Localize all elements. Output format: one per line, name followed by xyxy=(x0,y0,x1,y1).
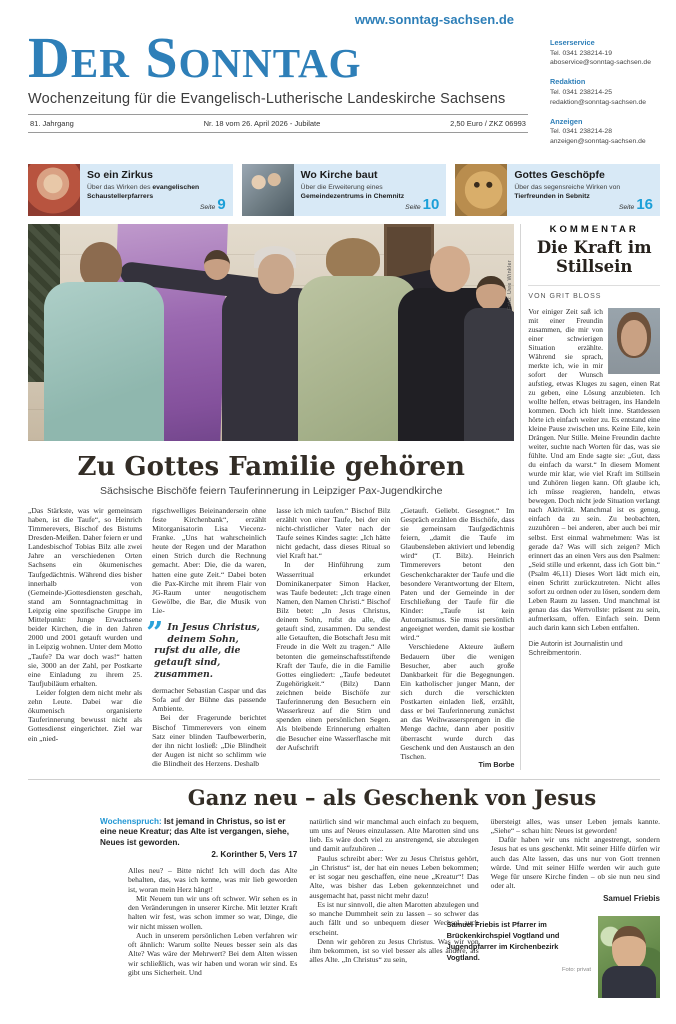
quote-mark-icon: ” xyxy=(146,616,164,652)
paragraph: Auch in unserem persönlichen Leben verfahren wir oft ähnlich: Warum sollte Neues besser sein als das Alte? Was wäre der Mehrwert? Bei dem Alten wissen wir schließlich, was wir haben und woran wir sind. Es gibt uns Sicherheit. Und xyxy=(128,930,298,977)
paragraph: Alles neu? – Bitte nicht! Ich will doch das Alte behalten, das, was ich kenne, was mir lieb geworden ist, woran mein Herz hängt! xyxy=(128,866,298,894)
teaser-page-ref: Seite 16 xyxy=(618,195,654,213)
devotional-author: Samuel Friebis xyxy=(603,893,660,903)
teaser-photo-dog xyxy=(455,164,507,216)
teaser-description: Über das segensreiche Wirken von Tierfreunden in Sebnitz xyxy=(514,183,621,200)
contact-label: Anzeigen xyxy=(550,116,583,126)
edition-volume: 81. Jahrgang xyxy=(30,119,74,128)
lead-photo xyxy=(28,224,514,441)
wochenspruch xyxy=(100,817,297,861)
teaser-text xyxy=(507,164,660,216)
paragraph: Denn wir gehören zu Jesus Christus. Was wir von ihm bekommen, ist so viel besser als alles andere, als alles Alte. „In Christus“ zu sein, xyxy=(309,936,479,965)
teaser-kirche-baut[interactable] xyxy=(242,164,447,216)
person-background-head xyxy=(204,250,230,280)
contact-info xyxy=(550,12,651,156)
kommentar-byline: VON GRIT BLOSS xyxy=(528,285,660,300)
teaser-title: Wo Kirche baut xyxy=(300,168,378,181)
contact-phone: Tel. 0341 238214-19 xyxy=(550,49,612,57)
main-content xyxy=(28,224,660,770)
contact-phone: Tel. 0341 238214-28 xyxy=(550,128,612,136)
wochenspruch-text: Ist jemand in Christus, so ist er eine neue Kreatur; das Alte ist vergangen, siehe, Neues ist geworden. xyxy=(100,816,289,847)
author-bio-caption: Samuel Friebis ist Pfarrer im Brückenkirchspiel Vogtland und Jugendpfarrer im Kirchenbezirk Vogtland. Foto: privat xyxy=(446,920,591,974)
teaser-page-ref: Seite 9 xyxy=(199,195,226,213)
page-number: 16 xyxy=(636,195,654,213)
paragraph: Dafür haben wir uns nicht angestrengt, sondern Jesus hat es uns geschenkt. Mit seiner Hilfe dürfen wir auch das Alte lassen, das uns nur von Gott trennen würde. Und mit seiner Hilfe werden wir auch gute Wege für unsere Kirche finden – ob sie nun neu sind oder alt. xyxy=(490,835,660,891)
bishop-timmerevers-head xyxy=(258,254,294,294)
woman-right-head xyxy=(476,276,506,310)
teaser-zirkus[interactable] xyxy=(28,164,233,216)
teaser-page-ref: Seite 10 xyxy=(405,195,440,213)
paragraph: Verschiedene Akteure äußern Bedauern über die wenigen Besucher, aber auch große Dankbarkeit für die Begegnungen. Ein katholischer junger Mann, der sich durch die verschickten Postkarten einladen ließ, erzählt, dass er bei Tauferinnerung zunächst an das Weihwassersprengen in die Menge dachte, dann aber positiv überrascht wurde durch das Geschenk und den Austausch an den Tischen. xyxy=(400,642,515,761)
author-portrait xyxy=(608,308,660,374)
teaser-geschoepfe[interactable] xyxy=(455,164,660,216)
contact-leserservice xyxy=(550,38,651,68)
contact-anzeigen xyxy=(550,117,651,147)
lead-article xyxy=(28,506,514,770)
article-author: Tim Borbe xyxy=(478,759,515,769)
contact-email[interactable]: redaktion@sonntag-sachsen.de xyxy=(550,98,647,106)
woman-right xyxy=(464,308,514,441)
edition-dateline xyxy=(28,114,528,133)
bishop-bilz-head xyxy=(430,246,470,292)
wochenspruch-label: Wochenspruch: xyxy=(100,816,162,826)
person-center-hair xyxy=(326,238,380,280)
paragraph: dermacher Sebastian Caspar und das Sofa auf der Bühne das passende Ambiente. xyxy=(152,686,267,714)
kommentar-column xyxy=(520,224,660,770)
devotional-section xyxy=(28,779,660,999)
teaser-photo-showman xyxy=(28,164,80,216)
paragraph: übersteigt alles, was unser Leben jemals kannte. „Siehe“ – schau hin: Neues ist geworden! xyxy=(490,816,660,835)
teaser-description: Über die Erweiterung eines Gemeindezentrums in Chemnitz xyxy=(300,183,405,200)
paragraph: rigschwelliges Beieinandersein ohne feste Kirchenbank“, erzählt Mitorganisatorin Lisa Viecenz-Franke. „Uns hat wahrscheinlich heute der Regen und der Marathon einen Strich durch die Rechnung gemacht. Aber: Die, die da waren, hatten eine gute Zeit.“ Dabei boten die Pax-Kirche mit ihrem Flair von JG-Raum unter neugotischem Gewölbe, die Bar, die Musik von Lie- xyxy=(152,505,267,615)
pull-quote-text: In Jesus Christus, deinem Sohn, rufst du alle, die getauft sind, zusammen. xyxy=(154,622,260,680)
contact-phone: Tel. 0341 238214-25 xyxy=(550,88,612,96)
pull-quote xyxy=(146,616,266,680)
lead-subhead: Sächsische Bischöfe feiern Tauferinnerung in Leipziger Pax-Jugendkirche xyxy=(99,484,443,497)
photo-credit: Foto: privat xyxy=(561,967,591,974)
paragraph: „Getauft. Geliebt. Gesegnet.“ Im Gespräch erzählen die Bischöfe, dass sie gemeinsam Taufgedächtnis feiern, „damit die Taufe im Glaubensleben aktiviert und lebendig wird“ (T. Bilz). Heinrich Timmerevers betont den Geschenkcharakter der Taufe und die besondere Verantwortung der Eltern, Paten und der Gemeinde in der Erschließung der Taufe für die Kinder: „Taufe ist kein Automatismus. Sie muss persönlich angeeignet werden, damit sie kostbar wird.“ xyxy=(400,505,515,643)
paragraph: lasse ich mich taufen.“ Bischof Bilz erzählt von einer Taufe, bei der ein nicht-christlicher Vater nach der Taufe seines Kindes sagte: „Ich hätte nicht gedacht, dass dieses Ritual so viel Kraft hat.“ xyxy=(276,505,391,561)
devotional-columns xyxy=(100,816,660,999)
edition-issue: Nr. 18 vom 26. April 2026 - Jubilate xyxy=(203,119,321,128)
kommentar-body xyxy=(528,307,660,632)
paragraph: Paulus schreibt aber: Wer zu Jesus Christus gehört, „in Christus“ ist, der hat ein neues Leben bekommen; er ist sogar neu geschaffen, eine neue „Kreatur“! Das Alte, was bisher das Leben gekennzeichnet und ausgemacht hat, passt nicht mehr dazu! xyxy=(309,853,479,900)
teaser-text xyxy=(80,164,233,216)
paragraph: „Das Stärkste, was wir gemeinsam haben, ist die Taufe“, so Heinrich Timmerevers, Bischof des Bistums Dresden-Meißen. Daher feiern er und Landesbischof Tobias Bilz alle zwei Jahre an verschiedenen Orten Sachsens ein ökumenisches Taufgedächtnis. Während dies bisher innerhalb von (Gemeinde-)Gottesdiensten geschah, stand am Sonntagnachmittag in Leipzig eine spezifische Gruppe im Mittelpunkt: Junge Erwachsene beider Kirchen, die in den Jahren 2000 und 2001 getauft wurden und in Leipzig wohnen. Unter dem Motto „Taufe? Da war doch was!“ hatten sie, 3000 an der Zahl, per Postkarte eine Einladung zu ihrem 25. Taufjubiläum erhalten. xyxy=(28,505,143,688)
newspaper-title: Der Sonntag xyxy=(28,25,362,90)
paragraph: Mit Neuem tun wir uns oft schwer. Wir sehen es in den Veränderungen in unserer Kirche. Mit letzter Kraft halten wir fest, was schon immer so war, Dinge, die wir nicht missen wollen. xyxy=(128,893,298,931)
page-number: 9 xyxy=(217,195,226,213)
lead-story xyxy=(28,224,514,770)
paragraph: Es ist nur sinnvoll, die alten Marotten abzulegen und so manche Dummheit sein zu lassen – so schwer das auch fällt und so unbequem dieser Wechsel auch erscheint. xyxy=(309,899,479,937)
contact-email[interactable]: anzeigen@sonntag-sachsen.de xyxy=(550,137,646,145)
article-column-4 xyxy=(400,506,514,770)
kommentar-label: KOMMENTAR xyxy=(549,223,639,235)
person-young-man xyxy=(44,282,164,441)
author-photo xyxy=(598,916,660,998)
kommentar-title: Die Kraft im Stillsein xyxy=(536,237,652,276)
devotional-column-3 xyxy=(446,816,660,999)
paragraph: Leider folgten dem nicht mehr als zehn Leute. Dabei war die ökumenisch organisierte Tauferinnerung bewusst nicht als Gottesdienst eingerichtet. Ziel war ein „nied- xyxy=(28,687,143,743)
kommentar-author-note: Die Autorin ist Journalistin und Schreibmentorin. xyxy=(528,640,623,658)
teaser-title: So ein Zirkus xyxy=(87,168,153,181)
website-link[interactable]: www.sonntag-sachsen.de xyxy=(354,12,514,27)
masthead xyxy=(28,12,660,156)
paragraph: Bei der Fragerunde berichtet Bischof Timmerevers von einem Satz einer blinden Taufbewerberin, der ihn nicht losließ: „Die Blindheit der Augen ist nicht so schlimm wie die Blindheit des Herzens. Deshalb xyxy=(152,713,267,769)
contact-email[interactable]: aboservice@sonntag-sachsen.de xyxy=(550,59,651,67)
teaser-row xyxy=(28,164,660,216)
paragraph: natürlich sind wir manchmal auch einfach zu bequem, um uns auf Neues einzulassen. Alte Marotten sind uns lieb. Es wäre doch viel zu anstrengend, sie abzulegen und damit aufzuhören ... xyxy=(309,816,479,854)
article-column-2 xyxy=(146,505,267,770)
person-young-man-head xyxy=(80,242,122,288)
teaser-description: Über das Wirken des evangelischen Schaustellerpfarrers xyxy=(87,183,200,200)
page-number: 10 xyxy=(422,195,440,213)
teaser-title: Gottes Geschöpfe xyxy=(514,168,605,181)
contact-redaktion xyxy=(550,77,651,107)
author-bio xyxy=(447,916,660,998)
newspaper-tagline: Wochenzeitung für die Evangelisch-Lutherische Landeskirche Sachsens xyxy=(28,91,506,107)
lead-headline: Zu Gottes Familie gehören xyxy=(77,451,465,482)
contact-label: Leserservice xyxy=(550,38,595,47)
edition-price: 2,50 Euro / ZKZ 06993 xyxy=(450,119,526,128)
paragraph: In der Hinführung zum Wasserritual erkundet Dominikanerpater Simon Hacker, was Taufe bedeutet: „Ich trage einen Namen, den Namen Christi.“ Bischof Bilz betet: „In Jesus Christus, deinem Sohn, rufst du alle, die getauft sind, zusammen. Du sendest alle Getauften, die Botschaft Jesu mit Freude in die Welt zu tragen.“ Alle betonten die gemeinschaftsstiftende Kraft der Taufe, die in die Familie Gottes eingliedert: „Taufe bedeutet Zugehörigkeit.“ (Bilz) Dann zeichnen beide Bischöfe zur Tauferinnerung den Besuchern ein Wasserkreuz auf die Stirn und spenden einen persönlichen Segen. Als bleibende Erinnerung erhalten die Besucher eine Wasserflasche mit der Aufschrift xyxy=(276,560,391,752)
kommentar-text: Vor einiger Zeit saß ich mit einer Freundin zusammen, die mir von einer schwierigen Situation erzählte. Während sie sprach, merkte ich, wie in mir sofort der Wunsch aufstieg, etwas Kluges zu sagen, einen Rat zu geben, eine Lösung anzubieten. Ich wollte helfen, etwas beitragen, ins Handeln kommen. Doch ich hielt inne. Stattdessen hörte ich einfach weiter zu. Es entstand eine kleine Pause zwischen uns. Keine Eile, kein Drängen. Nur Stille. Meine Freundin dachte weiter, suchte nach Worten für das, was sie fühlte. Und am Ende sagte sie: „Gut, dass du einfach da warst.“ In diesem Moment wurde mir klar, wie viel Kraft im Stillsein und Zuhören liegen kann. Oft glaube ich, ich müsse reagieren, handeln, etwas bewegen. Doch nicht jede Situation verlangt nach Aktivität. Manchmal ist es genug, einfach da zu sein. Zu beobachten, zuzuhören – bei anderen, aber auch bei mir selbst. Erst einmal wahrnehmen: Was ist gerade da? Was will sich zeigen? Mich erinnert das an einen Vers aus den Psalmen: „Seid stille und erkennt, dass ich Gott bin.“ (Psalm 46,11) Dieses Wort lädt mich ein, einen Schritt zurückzutreten. Nicht alles sofort zu ordnen oder zu lösen, sondern dem Leben Raum zu lassen. Und manchmal ist genau das das Wertvollste: präsent zu sein, aufmerksam, offen. Einfach sein. Denn auch darin kann sich Leben entfalten. xyxy=(528,306,660,632)
devotional-column-1 xyxy=(100,816,298,999)
teaser-photo-building xyxy=(242,164,294,216)
photo-credit: Foto: Uwe Winkler xyxy=(507,259,514,310)
article-column-3 xyxy=(276,506,390,770)
wochenspruch-reference: 2. Korinther 5, Vers 17 xyxy=(211,849,298,859)
teaser-text xyxy=(294,164,447,216)
devotional-headline: Ganz neu – als Geschenk von Jesus xyxy=(187,784,597,810)
contact-label: Redaktion xyxy=(550,77,586,87)
article-column-1 xyxy=(28,506,142,770)
masthead-left xyxy=(28,12,528,156)
